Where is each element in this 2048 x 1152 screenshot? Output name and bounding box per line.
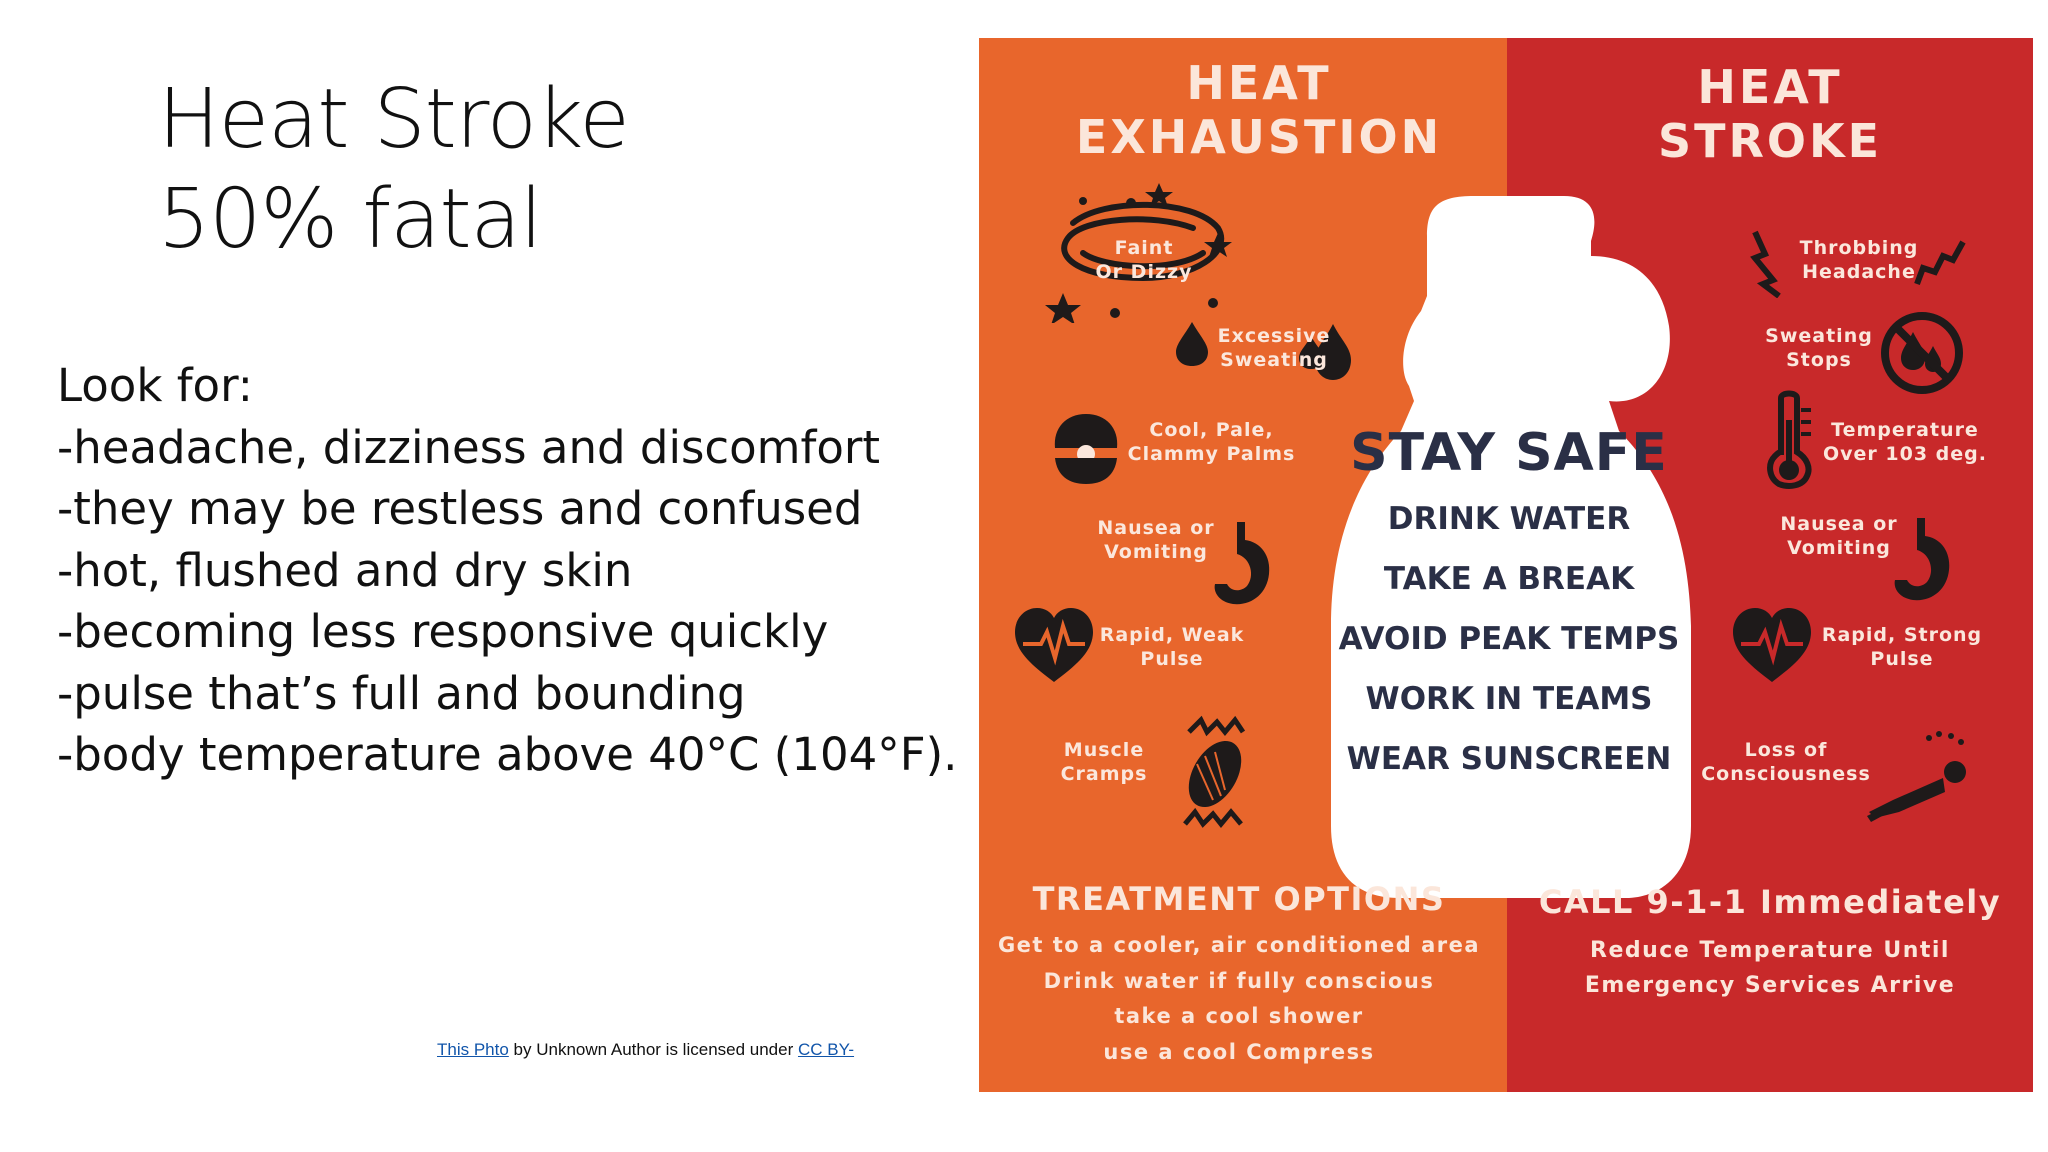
safety-tip: DRINK WATER	[1387, 501, 1631, 537]
header-line: STROKE	[1657, 114, 1883, 168]
call-911-title: CALL 9-1-1 Immediately	[1538, 883, 2002, 921]
symptom-label	[1779, 512, 1899, 560]
body-line: -pulse that’s full and bounding	[57, 666, 746, 720]
treatment-line: Drink water if fully conscious	[1043, 968, 1435, 993]
heat-stroke-header	[1507, 60, 2033, 168]
symptom-label	[1815, 418, 1995, 466]
body-line: -hot, flushed and dry skin	[57, 543, 633, 597]
symptom-line: Nausea or	[1780, 513, 1898, 535]
symptom-label	[1701, 738, 1871, 786]
treatment-line: use a cool Compress	[1103, 1039, 1375, 1064]
treatment-line: Get to a cooler, air conditioned area	[997, 933, 1481, 957]
symptom-line: Over 103 deg.	[1823, 443, 1987, 465]
slide-title	[158, 70, 629, 270]
symptom-line: Consciousness	[1701, 763, 1871, 785]
photo-link[interactable]: This Phto	[437, 1040, 509, 1059]
symptom-label	[1817, 623, 1987, 671]
credit-text: by Unknown Author is licensed under	[508, 1040, 798, 1059]
call-line: Emergency Services Arrive	[1584, 973, 1956, 998]
header-line: EXHAUSTION	[1075, 110, 1443, 164]
symptom-line: Throbbing	[1799, 237, 1919, 259]
safety-tip: WORK IN TEAMS	[1365, 681, 1653, 717]
symptom-label	[1759, 324, 1879, 372]
symptom-line: Loss of	[1744, 739, 1828, 761]
symptom-line: Muscle	[1063, 739, 1145, 761]
header-line: HEAT	[1186, 56, 1332, 110]
safety-tip: TAKE A BREAK	[1383, 561, 1635, 597]
body-line: -body temperature above 40°C (104°F).	[57, 728, 958, 781]
symptom-line: Headache	[1802, 261, 1916, 283]
safety-tip: WEAR SUNSCREEN	[1346, 741, 1672, 777]
thermometer-icon	[1763, 390, 1815, 490]
symptom-line: Pulse	[1870, 648, 1934, 670]
symptom-line: Rapid, Strong	[1821, 624, 1983, 646]
heat-illness-poster	[979, 38, 2033, 1092]
symptom-line: Clammy Palms	[1127, 443, 1296, 465]
call-line: Reduce Temperature Until	[1590, 938, 1950, 963]
symptom-line: Sweating	[1765, 325, 1873, 347]
header-line: HEAT	[1697, 60, 1843, 114]
symptom-line: Or Dizzy	[1095, 261, 1193, 283]
title-line-2: 50% fatal	[158, 172, 542, 267]
title-line-1: Heat Stroke	[158, 72, 629, 167]
heat-exhaustion-header	[979, 56, 1539, 164]
symptom-line: Cramps	[1060, 763, 1148, 785]
symptom-line: Vomiting	[1787, 537, 1891, 559]
person-lying-icon	[1865, 728, 1971, 824]
treatment-line: take a cool shower	[1114, 1004, 1364, 1028]
symptom-line: Pulse	[1140, 648, 1204, 670]
safety-tip: AVOID PEAK TEMPS	[1338, 621, 1680, 657]
heart-pulse-icon	[1731, 606, 1813, 684]
symptom-line: Temperature	[1831, 419, 1979, 441]
clam-shell-icon	[1051, 410, 1121, 486]
body-line: Look for:	[57, 359, 253, 412]
body-line: -headache, dizziness and discomfort	[57, 420, 881, 474]
stomach-icon	[1891, 514, 1953, 604]
symptom-label	[1075, 236, 1213, 284]
symptom-line: Vomiting	[1104, 541, 1208, 563]
symptom-label	[1097, 623, 1247, 671]
muscle-icon	[1169, 714, 1259, 832]
call-911-instructions	[1507, 933, 2033, 1003]
image-credit	[437, 1040, 854, 1060]
symptom-label	[1039, 738, 1169, 786]
treatment-title: TREATMENT OPTIONS	[1032, 880, 1446, 918]
body-line: -becoming less responsive quickly	[57, 605, 829, 658]
symptom-label	[1789, 236, 1929, 284]
symptom-line: Rapid, Weak	[1099, 624, 1245, 646]
no-sweat-icon	[1879, 310, 1965, 396]
symptom-line: Excessive	[1217, 325, 1331, 347]
symptom-line: Nausea or	[1097, 517, 1215, 539]
stay-safe-title: STAY SAFE	[1350, 423, 1668, 483]
symptom-label	[1199, 324, 1349, 372]
symptom-line: Faint	[1114, 237, 1174, 259]
symptom-line: Stops	[1786, 349, 1852, 371]
body-line: -they may be restless and confused	[57, 482, 863, 535]
symptom-line: Cool, Pale,	[1149, 419, 1274, 441]
water-jug-icon	[1309, 196, 1709, 908]
treatment-list	[979, 928, 1499, 1070]
heart-pulse-icon	[1013, 606, 1095, 684]
symptom-list	[57, 355, 957, 786]
symptom-label	[1091, 516, 1221, 564]
symptom-line: Sweating	[1220, 349, 1328, 371]
license-link[interactable]: CC BY-	[797, 1040, 855, 1059]
symptom-label	[1119, 418, 1304, 466]
